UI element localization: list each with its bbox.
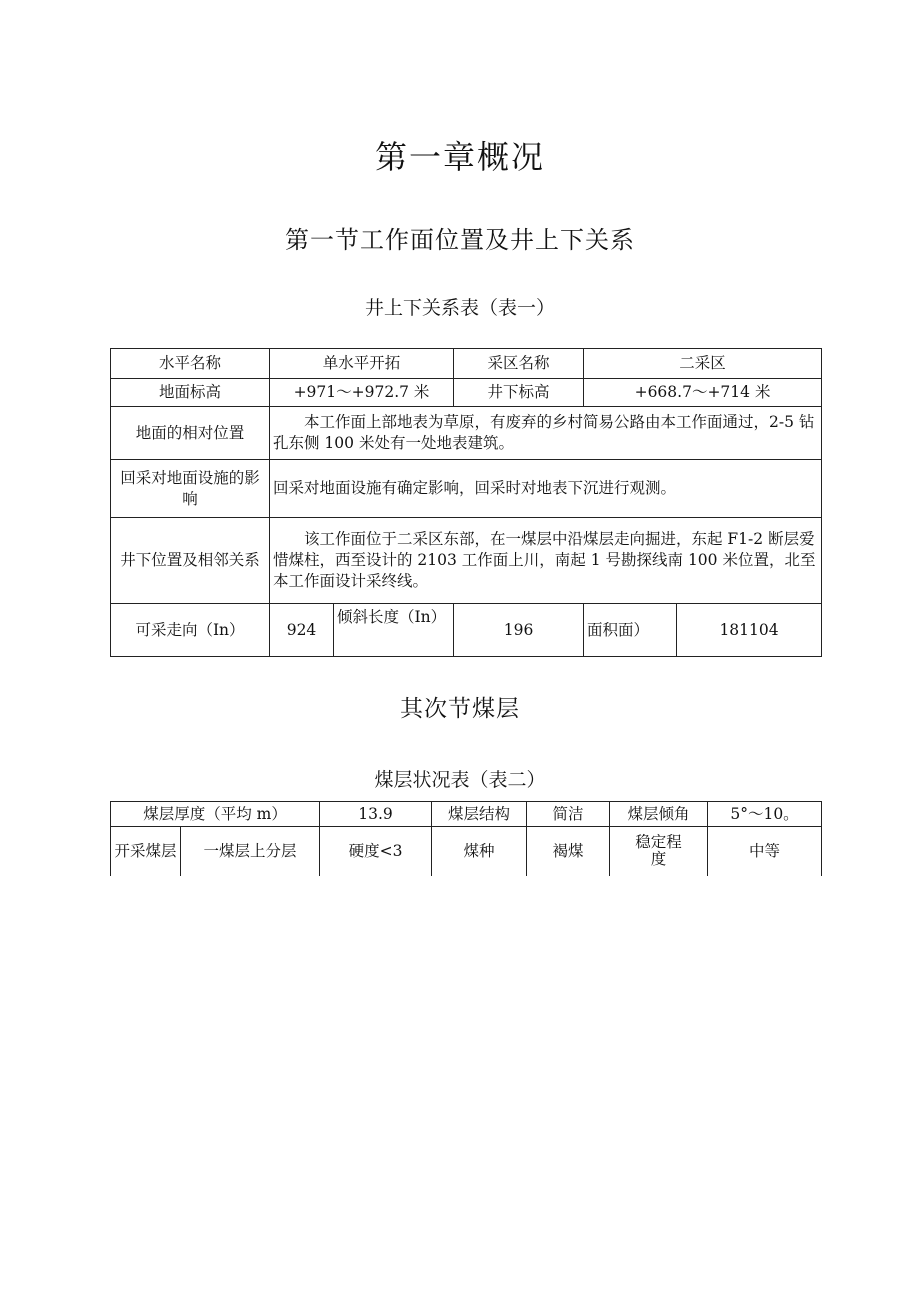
- table-cell: 181104: [677, 604, 822, 657]
- table-cell: 中等: [708, 827, 822, 876]
- table-cell: 地面的相对位置: [111, 407, 270, 460]
- well-relation-table: [110, 348, 822, 657]
- table-cell: 地面标高: [111, 379, 270, 407]
- table2-caption: 煤层状况表（表二）: [374, 769, 546, 791]
- table-cell: 单水平开拓: [270, 349, 454, 379]
- table1-caption: 井上下关系表（表一）: [364, 297, 555, 319]
- table-cell: +971～+972.7 米: [270, 379, 454, 407]
- table-cell: 924: [270, 604, 334, 657]
- table-cell: 褐煤: [527, 827, 610, 876]
- table-cell: 水平名称: [111, 349, 270, 379]
- table-cell: 简洁: [527, 802, 610, 827]
- table-cell: 井下标高: [454, 379, 584, 407]
- table-cell: 13.9: [320, 802, 432, 827]
- table-cell: 井下位置及相邻关系: [111, 518, 270, 604]
- table-cell: 硬度<3: [320, 827, 432, 876]
- table-cell: 煤层结构: [432, 802, 527, 827]
- table-row: [111, 460, 822, 518]
- table-cell: 采区名称: [454, 349, 584, 379]
- table-cell: 面积面）: [584, 604, 677, 657]
- table-row: [111, 349, 822, 379]
- table-row: [111, 518, 822, 604]
- table-cell: 煤层倾角: [610, 802, 708, 827]
- table-cell: 196: [454, 604, 584, 657]
- table-cell: 该工作面位于二采区东部，在一煤层中沿煤层走向掘进，东起 F1-2 断层爱惜煤柱，西至设计的 2103 工作面上川，南起 1 号勘探线南 100 米位置，北至本工作面设计采终线。: [270, 518, 822, 604]
- table-row: [111, 604, 822, 657]
- table-row: [111, 407, 822, 460]
- table-cell: 开采煤层: [111, 827, 181, 876]
- table-cell: 本工作面上部地表为草原，有废弃的乡村简易公路由本工作面通过，2-5 钻孔东侧 100 米处有一处地表建筑。: [270, 407, 822, 460]
- table-cell: 煤种: [432, 827, 527, 876]
- table-cell: 回采对地面设施有确定影响，回采时对地表下沉进行观测。: [270, 460, 822, 518]
- table-row: [111, 802, 822, 827]
- table-cell: 5°～10。: [708, 802, 822, 827]
- chapter-title: 第一章概况: [374, 138, 545, 176]
- section-title: 第一节工作面位置及井上下关系: [285, 226, 635, 254]
- table-row: [111, 827, 822, 876]
- table-row: [111, 379, 822, 407]
- table-cell: 稳定程度: [610, 827, 708, 876]
- table-cell: 二采区: [584, 349, 822, 379]
- section-title-2: 其次节煤层: [400, 696, 520, 722]
- table-cell: +668.7～+714 米: [584, 379, 822, 407]
- table-cell: 回采对地面设施的影响: [111, 460, 270, 518]
- table-cell: 可采走向（In）: [111, 604, 270, 657]
- table-cell: 煤层厚度（平均 m）: [111, 802, 320, 827]
- table-cell: 一煤层上分层: [181, 827, 320, 876]
- coal-seam-table: [110, 801, 822, 876]
- table-cell: 倾斜长度（In）: [334, 604, 454, 657]
